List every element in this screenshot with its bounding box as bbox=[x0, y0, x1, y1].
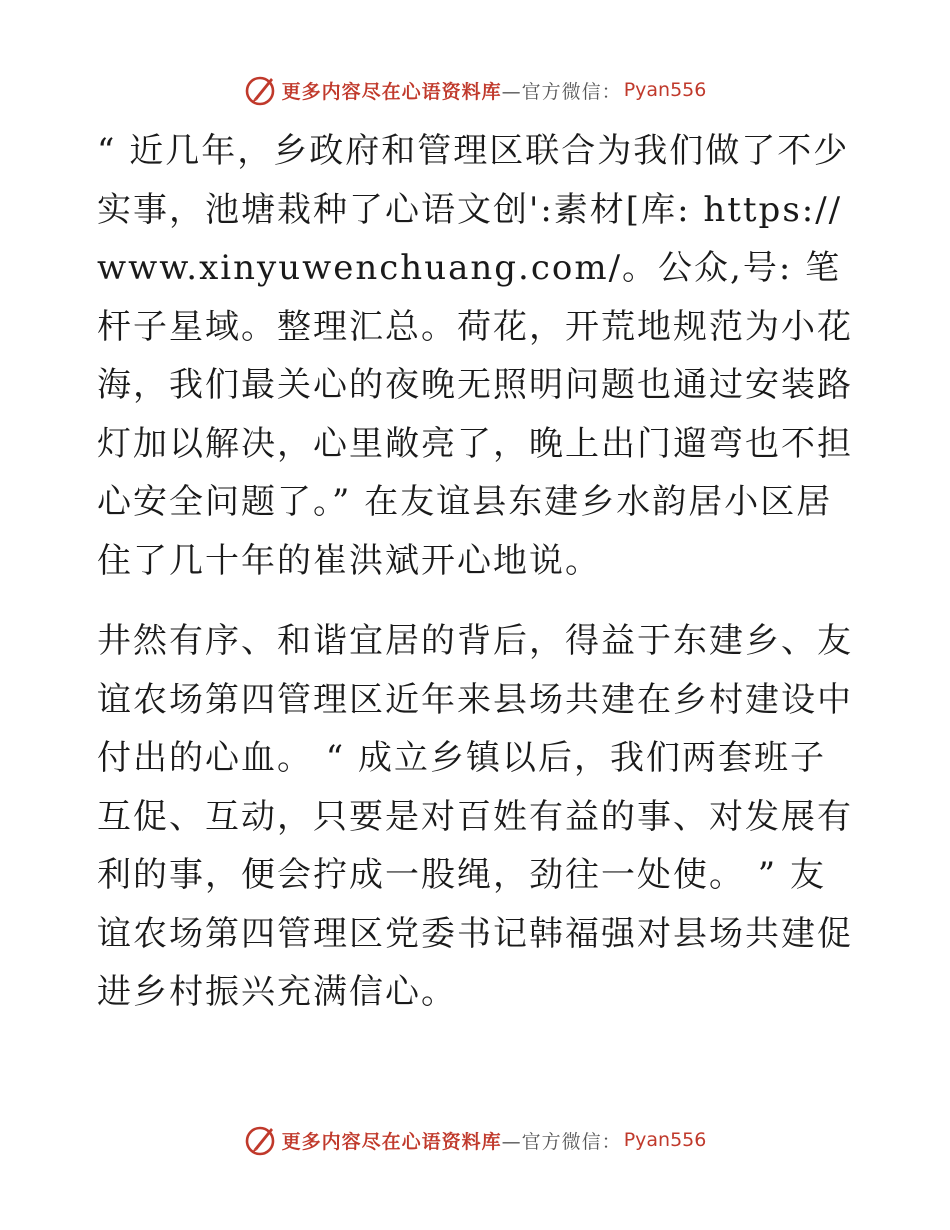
footer-brand-text: 更多内容尽在心语资料库 bbox=[281, 1130, 502, 1153]
footer-separator-text: —官方微信： bbox=[501, 1130, 622, 1153]
header-account-text: Pyan556 bbox=[623, 79, 707, 101]
header-separator-text: —官方微信： bbox=[501, 80, 622, 103]
header-watermark-banner bbox=[0, 70, 950, 110]
header-brand-text: 更多内容尽在心语资料库 bbox=[281, 80, 502, 103]
article-paragraph-2: 井然有序、和谐宜居的背后，得益于东建乡、友谊农场第四管理区近年来县场共建在乡村建设中付出的心血。 “ 成立乡镇以后，我们两套班子互促、互动，只要是对百姓有益的事、对发展有利的事，便会拧成一股绳，劲往一处使。 ” 友谊农场第四管理区党委书记韩福强对县场共建促进乡村振兴充满信心。 bbox=[97, 621, 853, 1012]
article-paragraph-1: “ 近几年，乡政府和管理区联合为我们做了不少实事，池塘栽种了心语文创':素材[库: https://www.xinyuwenchuang.com/。公众,号: 笔杆子星域。整理汇总。荷花，开荒地规范为小花海，我们最关心的夜晚无照明问题也通过安装路灯加以解决，心里敞亮了，晚上出门遛弯也不担心安全问题了。” 在友谊县东建乡水韵居小区居住了几十年的崔洪斌开心地说。 bbox=[97, 131, 853, 581]
quill-pen-logo-icon bbox=[244, 73, 278, 107]
article-body bbox=[97, 122, 857, 1022]
footer-account-text: Pyan556 bbox=[623, 1129, 707, 1151]
footer-watermark-banner bbox=[0, 1120, 950, 1160]
quill-pen-logo-icon bbox=[244, 1123, 278, 1157]
